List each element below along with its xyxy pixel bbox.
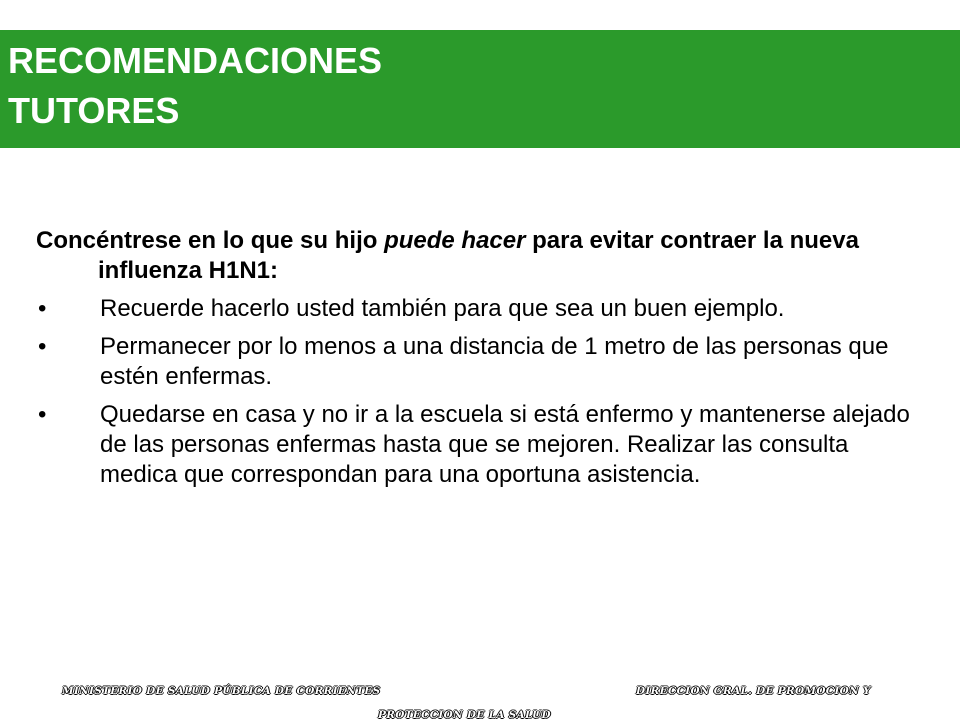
list-item [36,400,916,490]
footer-protection: PROTECCION DE LA SALUD [378,709,551,721]
intro-emphasis: puede hacer [384,227,526,254]
footer-direction: DIRECCION GRAL. DE PROMOCION Y [636,685,871,697]
recommendation-list [36,294,916,490]
list-item-text: Permanecer por lo menos a una distancia de 1 metro de las personas que estén enfermas. [100,333,889,390]
list-item [36,294,916,324]
bullet-icon: • [38,333,47,360]
list-item-text: Recuerde hacerlo usted también para que sea un buen ejemplo. [100,295,785,322]
slide-title-line-1: RECOMENDACIONES [8,40,383,81]
intro-text-start: Concéntrese en lo que su hijo [36,227,385,254]
bullet-icon: • [38,295,47,322]
slide-content [36,226,916,498]
bullet-icon: • [38,401,47,428]
slide-title [8,36,382,136]
list-item-text: Quedarse en casa y no ir a la escuela si está enfermo y mantenerse alejado de las personas enfermas hasta que se mejoren. Realizar las consulta medica que correspondan para una oportuna asistencia. [100,401,910,488]
title-bar [0,30,960,148]
list-item [36,332,916,392]
slide-footer [0,683,960,720]
intro-paragraph [36,226,916,286]
footer-ministry: MINISTERIO DE SALUD PÚBLICA DE CORRIENTES [62,685,381,697]
slide-title-line-2: TUTORES [8,90,180,131]
intro-text-end: para evitar contraer la nueva influenza H1N1: [98,227,859,284]
